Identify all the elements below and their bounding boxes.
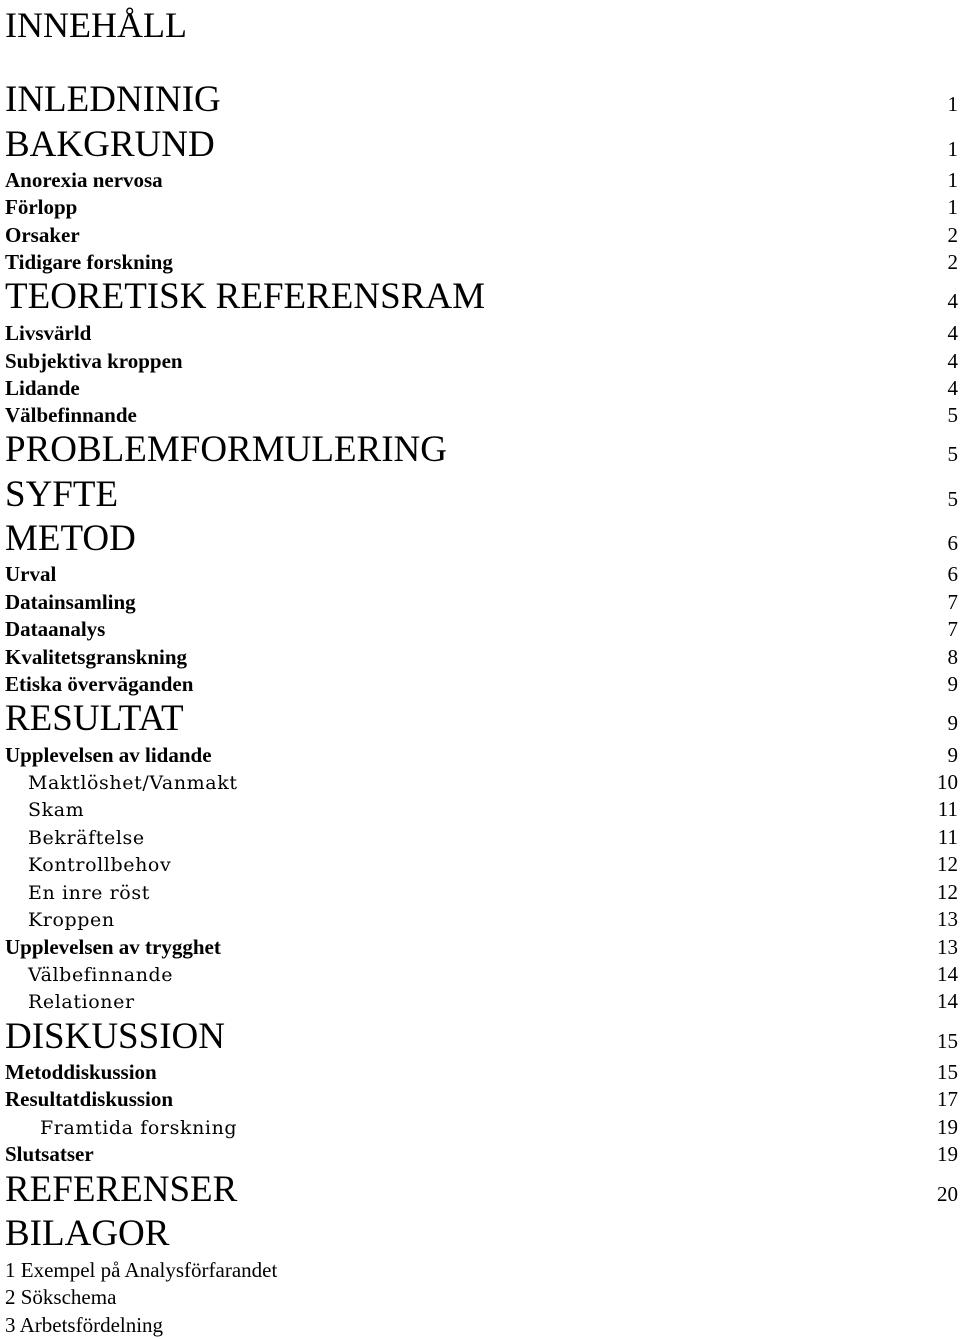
toc-entry-title: RESULTAT xyxy=(5,698,184,739)
toc-entry-page: 1 xyxy=(947,168,958,192)
toc-entry-page: 2 xyxy=(947,250,958,274)
toc-entry xyxy=(5,223,960,248)
toc-entry-title: Dataanalys xyxy=(5,617,106,641)
toc-entry-title: Resultatdiskussion xyxy=(5,1087,174,1111)
toc-entry-title: Tidigare forskning xyxy=(5,250,173,274)
toc-entry xyxy=(5,1212,960,1255)
toc-entry xyxy=(5,1115,960,1140)
toc-entry xyxy=(5,1168,960,1211)
toc-entry-page: 4 xyxy=(947,289,958,313)
toc-entry-page: 19 xyxy=(937,1115,958,1139)
toc-entry-title: Skam xyxy=(28,799,85,821)
toc-entry xyxy=(5,907,960,932)
toc-entry-page: 2 xyxy=(947,223,958,247)
toc-entry-page: 5 xyxy=(947,403,958,427)
toc-entry-title: Metoddiskussion xyxy=(5,1060,157,1084)
toc-entry xyxy=(5,825,960,850)
toc-entry-page: 5 xyxy=(947,487,958,511)
toc-entry-page: 14 xyxy=(937,962,958,986)
toc-entry-title: BAKGRUND xyxy=(5,124,215,165)
toc-entry-page: 5 xyxy=(947,442,958,466)
toc-entry-page: 15 xyxy=(937,1029,958,1053)
toc-entry xyxy=(5,852,960,877)
toc-entry-page: 8 xyxy=(947,645,958,669)
toc-entry-title: Upplevelsen av trygghet xyxy=(5,935,221,959)
toc-entry-title: En inre röst xyxy=(28,882,150,904)
toc-entry-title: 3 Arbetsfördelning xyxy=(5,1313,164,1337)
toc-entry-page: 11 xyxy=(937,825,958,849)
toc-entry xyxy=(5,590,960,615)
toc-entry-title: Framtida forskning xyxy=(40,1117,238,1139)
toc-entry-page: 15 xyxy=(937,1060,958,1084)
toc-entry-page: 13 xyxy=(937,935,958,959)
toc-entry-title: Bekräftelse xyxy=(28,827,145,849)
toc-entry xyxy=(5,1258,960,1283)
toc-entry-page: 9 xyxy=(947,743,958,767)
toc-entry xyxy=(5,321,960,346)
toc-entry xyxy=(5,517,960,560)
page-title: INNEHÅLL xyxy=(5,5,187,45)
toc-entry-page: 6 xyxy=(947,562,958,586)
toc-entry xyxy=(5,1087,960,1112)
toc-entry xyxy=(5,168,960,193)
toc-entry xyxy=(5,1313,960,1338)
toc-entry xyxy=(5,123,960,166)
toc-entry xyxy=(5,250,960,275)
toc-entry-page: 7 xyxy=(947,617,958,641)
toc-entry-title: Kontrollbehov xyxy=(28,854,172,876)
toc-entry-page: 13 xyxy=(937,907,958,931)
toc-entry xyxy=(5,645,960,670)
toc-entry xyxy=(5,1285,960,1310)
toc-entry-title: Kvalitetsgranskning xyxy=(5,645,188,669)
toc-entry xyxy=(5,672,960,697)
toc-entry-page: 1 xyxy=(947,195,958,219)
toc-entry-page: 9 xyxy=(947,672,958,696)
toc-entry-title: 1 Exempel på Analysförfarandet xyxy=(5,1258,278,1282)
toc-entry-title: SYFTE xyxy=(5,474,119,515)
toc-entry xyxy=(5,376,960,401)
toc-entry xyxy=(5,962,960,987)
toc-entry-page: 1 xyxy=(947,137,958,161)
toc-entry-title: Lidande xyxy=(5,376,80,400)
toc-entry-page: 4 xyxy=(947,321,958,345)
toc-entry-title: Relationer xyxy=(28,991,135,1013)
toc-entry xyxy=(5,743,960,768)
toc-entry-title: Kroppen xyxy=(28,909,115,931)
toc-entry-title: PROBLEMFORMULERING xyxy=(5,429,447,470)
toc-entry-page: 4 xyxy=(947,376,958,400)
toc-entry-page: 7 xyxy=(947,590,958,614)
toc-entry-title: Orsaker xyxy=(5,223,80,247)
toc-entry-page: 12 xyxy=(937,880,958,904)
toc-entry xyxy=(5,562,960,587)
toc-entry-title: Urval xyxy=(5,562,57,586)
toc-entry-page: 6 xyxy=(947,531,958,555)
toc-entry-title: REFERENSER xyxy=(5,1169,238,1210)
toc-entry xyxy=(5,1142,960,1167)
toc-entry xyxy=(5,880,960,905)
toc-entry-page: 12 xyxy=(937,852,958,876)
toc-entry-title: Förlopp xyxy=(5,195,78,219)
toc-entry-title: Slutsatser xyxy=(5,1142,94,1166)
toc-entry-title: Välbefinnande xyxy=(28,964,174,986)
toc-entry xyxy=(5,403,960,428)
toc-entry xyxy=(5,78,960,121)
toc-entry-title: 2 Sökschema xyxy=(5,1285,117,1309)
toc-entry-title: METOD xyxy=(5,518,136,559)
toc-entry-title: Upplevelsen av lidande xyxy=(5,743,212,767)
toc-entry xyxy=(5,1060,960,1085)
toc-entry-page: 1 xyxy=(947,92,958,116)
toc-entry-title: Anorexia nervosa xyxy=(5,168,163,192)
toc-entry-title: TEORETISK REFERENSRAM xyxy=(5,276,486,317)
toc-entry-title: INLEDNINIG xyxy=(5,79,221,120)
toc-entry xyxy=(5,473,960,516)
toc-entry-title: Datainsamling xyxy=(5,590,136,614)
toc-entry-title: Subjektiva kroppen xyxy=(5,349,183,373)
toc-entry-page: 4 xyxy=(947,349,958,373)
toc-entry-title: Välbefinnande xyxy=(5,403,137,427)
toc-entry xyxy=(5,195,960,220)
toc-entry-page: 19 xyxy=(937,1142,958,1166)
toc-entry-page: 11 xyxy=(937,797,958,821)
toc-entry xyxy=(5,797,960,822)
toc-entry-title: Maktlöshet/Vanmakt xyxy=(28,772,238,794)
toc-entry xyxy=(5,989,960,1014)
toc-entry xyxy=(5,770,960,795)
toc-entry xyxy=(5,1015,960,1058)
toc-entry-title: DISKUSSION xyxy=(5,1016,225,1057)
toc-entry-title: Etiska överväganden xyxy=(5,672,194,696)
toc-entry-page: 14 xyxy=(937,989,958,1013)
toc-entry-title: Livsvärld xyxy=(5,321,92,345)
toc-entry xyxy=(5,349,960,374)
toc-entry-page: 9 xyxy=(947,711,958,735)
toc-entry-page: 10 xyxy=(937,770,958,794)
toc-entry xyxy=(5,275,960,318)
toc-entry xyxy=(5,617,960,642)
toc-entry xyxy=(5,697,960,740)
toc-entry-title: BILAGOR xyxy=(5,1213,170,1254)
toc-entry xyxy=(5,935,960,960)
toc-entry-page: 20 xyxy=(937,1182,958,1206)
toc-entry xyxy=(5,428,960,471)
toc-entry-page: 17 xyxy=(937,1087,958,1111)
